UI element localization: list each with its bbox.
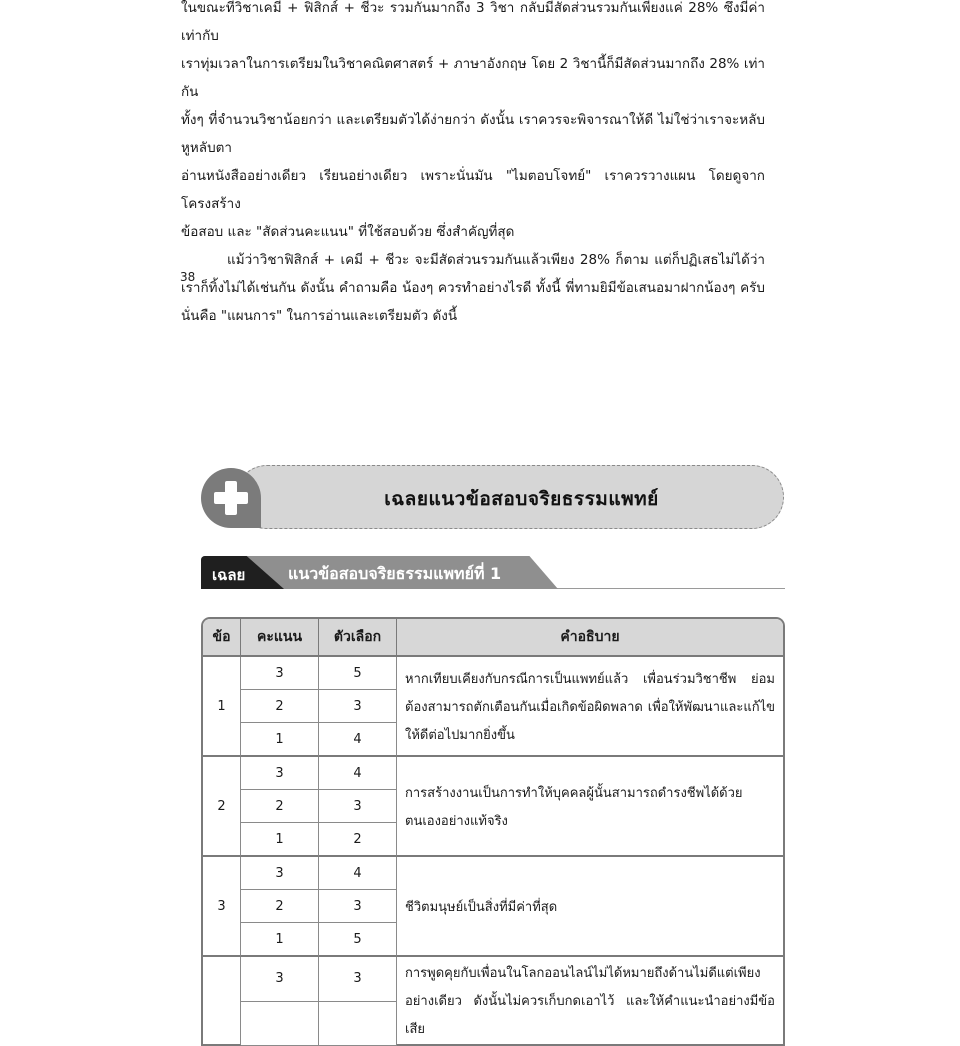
intro-line: แม้ว่าวิชาฟิสิกส์ + เคมี + ชีวะ จะมีสัดส่วนรวมกันแล้วเพียง 28% ก็ตาม แต่ก็ปฏิเสธไม่ได้ว่า [181, 246, 765, 274]
score-cell: 2 [241, 790, 319, 823]
score-cell [241, 1002, 319, 1046]
choice-cell [319, 1002, 397, 1046]
section-title: แนวข้อสอบจริยธรรมแพทย์ที่ 1 [288, 562, 501, 587]
intro-text [181, 0, 765, 330]
answer-table [201, 617, 785, 1046]
question-no: 1 [203, 657, 241, 757]
header-explanation: คำอธิบาย [397, 619, 783, 657]
table-row [203, 857, 783, 890]
table-row [203, 657, 783, 690]
choice-cell: 3 [319, 957, 397, 1002]
intro-line: เราทุ่มเวลาในการเตรียมในวิชาคณิตศาสตร์ + ภาษาอังกฤษ โดย 2 วิชานี้ก็มีสัดส่วนมากถึง 28% เท่ากัน [181, 50, 765, 106]
intro-line: ในขณะที่วิชาเคมี + ฟิสิกส์ + ชีวะ รวมกันมากถึง 3 วิชา กลับมีสัดส่วนรวมกันเพียงแค่ 28% ซึ่งมีค่าเท่ากับ [181, 0, 765, 50]
header-no: ข้อ [203, 619, 241, 657]
score-cell: 3 [241, 957, 319, 1002]
header-score: คะแนน [241, 619, 319, 657]
score-cell: 1 [241, 723, 319, 757]
medical-cross-icon [214, 481, 248, 515]
choice-cell: 4 [319, 757, 397, 790]
score-cell: 2 [241, 890, 319, 923]
choice-cell: 3 [319, 690, 397, 723]
intro-line: นั่นคือ "แผนการ" ในการอ่านและเตรียมตัว ดังนี้ [181, 302, 765, 330]
choice-cell: 5 [319, 657, 397, 690]
choice-cell: 3 [319, 790, 397, 823]
section-header [201, 555, 785, 589]
header-choice: ตัวเลือก [319, 619, 397, 657]
choice-cell: 2 [319, 823, 397, 857]
question-no [203, 957, 241, 1046]
table-row [203, 957, 783, 1002]
intro-line: ข้อสอบ และ "สัดส่วนคะแนน" ที่ใช้สอบด้วย ซึ่งสำคัญที่สุด [181, 218, 765, 246]
choice-cell: 4 [319, 857, 397, 890]
score-cell: 1 [241, 823, 319, 857]
section-label: เฉลย [212, 563, 245, 587]
page-number: 38 [180, 270, 195, 284]
score-cell: 3 [241, 857, 319, 890]
explanation-cell: การพูดคุยกับเพื่อนในโลกออนไลน์ไม่ได้หมายถึงด้านไม่ดีแต่เพียงอย่างเดียว ดังนั้นไม่ควรเก็บกดเอาไว้ และให้คำแนะนำอย่างมีข้อเสีย [397, 957, 783, 1046]
score-cell: 3 [241, 757, 319, 790]
explanation-cell: ชีวิตมนุษย์เป็นสิ่งที่มีค่าที่สุด [397, 857, 783, 957]
intro-line: เราก็ทิ้งไม่ได้เช่นกัน ดังนั้น คำถามคือ น้องๆ ควรทำอย่างไรดี ทั้งนี้ พี่ทามยิมีข้อเสนอมาฝากน้องๆ ครับ [181, 274, 765, 302]
choice-cell: 4 [319, 723, 397, 757]
explanation-cell: การสร้างงานเป็นการทำให้บุคคลผู้นั้นสามารถดำรงชีพได้ด้วยตนเองอย่างแท้จริง [397, 757, 783, 857]
table-row [203, 757, 783, 790]
chapter-banner [201, 464, 785, 530]
intro-line: ทั้งๆ ที่จำนวนวิชาน้อยกว่า และเตรียมตัวได้ง่ายกว่า ดังนั้น เราควรจะพิจารณาให้ดี ไม่ใช่ว่าเราจะหลับหูหลับตา [181, 106, 765, 162]
table-header-row [203, 619, 783, 657]
choice-cell: 5 [319, 923, 397, 957]
question-no: 3 [203, 857, 241, 957]
choice-cell: 3 [319, 890, 397, 923]
intro-line: อ่านหนังสืออย่างเดียว เรียนอย่างเดียว เพราะนั่นมัน "ไมตอบโจทย์" เราควรวางแผน โดยดูจากโครงสร้าง [181, 162, 765, 218]
question-no: 2 [203, 757, 241, 857]
score-cell: 2 [241, 690, 319, 723]
score-cell: 3 [241, 657, 319, 690]
score-cell: 1 [241, 923, 319, 957]
explanation-cell: หากเทียบเคียงกับกรณีการเป็นแพทย์แล้ว เพื่อนร่วมวิชาชีพ ย่อมต้องสามารถตักเตือนกันเมื่อเกิดข้อผิดพลาด เพื่อให้พัฒนาและแก้ไขให้ดีต่อไปมากยิ่งขึ้น [397, 657, 783, 757]
banner-title: เฉลยแนวข้อสอบจริยธรรมแพทย์ [261, 484, 782, 514]
